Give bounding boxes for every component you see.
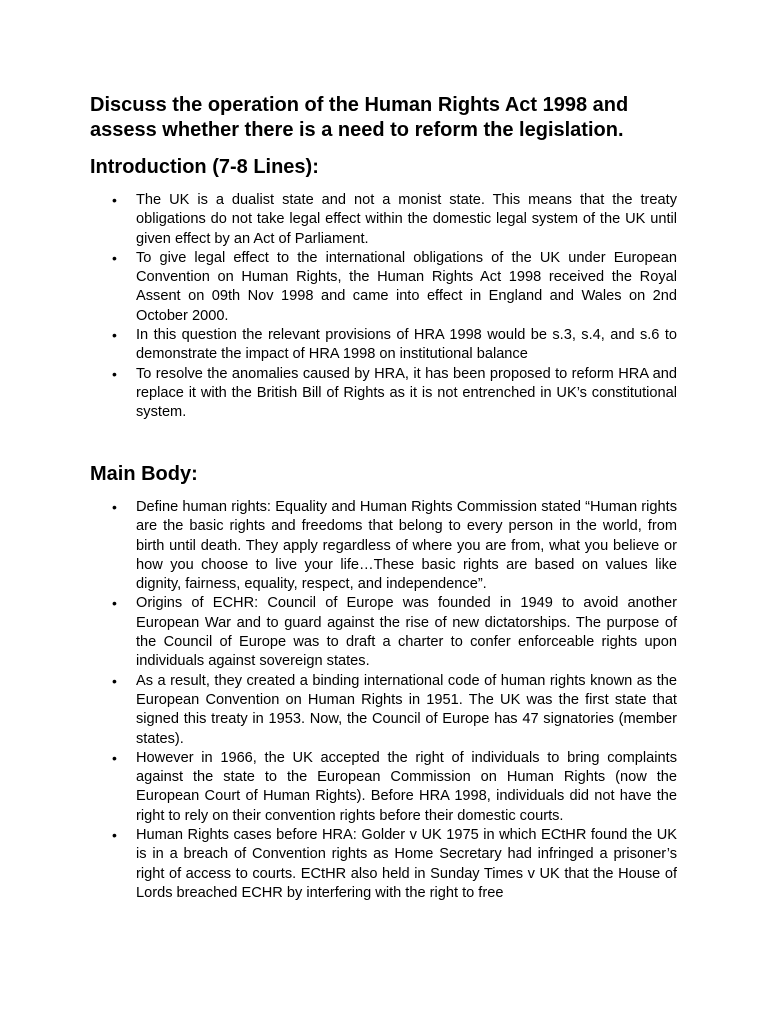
document-title: Discuss the operation of the Human Rights Act 1998 and assess whether there is a need to reform the legislation. — [90, 94, 629, 141]
bullet-icon: • — [112, 327, 117, 344]
list-item-text: In this question the relevant provisions of HRA 1998 would be s.3, s.4, and s.6 to demonstrate the impact of HRA 1998 on institutional balance — [136, 327, 677, 363]
list-item-text: Origins of ECHR: Council of Europe was founded in 1949 to avoid another European War and to guard against the rise of new dictatorships. The purpose of the Council of Europe was to draft a charter to confer enforceable rights upon individuals against sovereign states. — [136, 595, 677, 670]
bullet-icon: • — [112, 499, 117, 515]
bullet-icon: • — [112, 192, 117, 208]
list-item-text: Define human rights: Equality and Human Rights Commission stated “Human rights are the basic rights and freedoms that belong to every person in the world, from birth until death. They apply regardless of where you are from, what you believe or how you choose to live your life…These basic rights are based on values like dignity, fairness, equality, respect, and independence”. — [136, 499, 677, 593]
list-item — [90, 365, 677, 423]
bullet-icon: • — [112, 672, 117, 689]
main-body-list — [90, 498, 677, 903]
bullet-icon: • — [112, 827, 117, 844]
list-item-text: However in 1966, the UK accepted the right of individuals to bring complaints against the state to the European Commission on Human Rights (now the European Court of Human Rights). Before HRA 1998, individuals did not have the right to rely on their convention rights before their domestic courts. — [136, 749, 677, 824]
list-item-text: The UK is a dualist state and not a monist state. This means that the treaty obligations do not take legal effect within the domestic legal system of the UK until given effect by an Act of Parliament. — [136, 192, 677, 247]
bullet-icon: • — [112, 749, 117, 766]
list-item — [90, 594, 677, 671]
list-item-text: As a result, they created a binding international code of human rights known as the European Convention on Human Rights in 1951. The UK was the first state that signed this treaty in 1953. Now, the Council of Europe has 47 signatories (member states). — [136, 672, 677, 747]
list-item — [90, 672, 677, 749]
bullet-icon: • — [112, 365, 117, 382]
list-item-text: Human Rights cases before HRA: Golder v UK 1975 in which ECtHR found the UK is in a breach of Convention rights as Home Secretary had infringed a prisoner’s right of access to courts. ECtHR also held in Sunday Times v UK that the House of Lords breached ECHR by interfering with the right to free — [136, 827, 677, 901]
list-item — [90, 826, 677, 903]
main-body-heading: Main Body: — [90, 463, 198, 485]
list-item — [90, 249, 677, 326]
bullet-icon: • — [112, 249, 117, 266]
list-item-text: To give legal effect to the international obligations of the UK under European Convention on Human Rights, the Human Rights Act 1998 received the Royal Assent on 09th Nov 1998 and came into effect in England and Wales on 2nd October 2000. — [136, 249, 677, 324]
introduction-heading: Introduction (7-8 Lines): — [90, 156, 319, 178]
list-item — [90, 326, 677, 365]
list-item-text: To resolve the anomalies caused by HRA, it has been proposed to reform HRA and replace it with the British Bill of Rights as it is not entrenched in UK’s constitutional system. — [136, 365, 677, 421]
list-item — [90, 749, 677, 826]
bullet-icon: • — [112, 595, 117, 612]
list-item — [90, 191, 677, 249]
list-item — [90, 498, 677, 594]
introduction-list — [90, 191, 677, 423]
